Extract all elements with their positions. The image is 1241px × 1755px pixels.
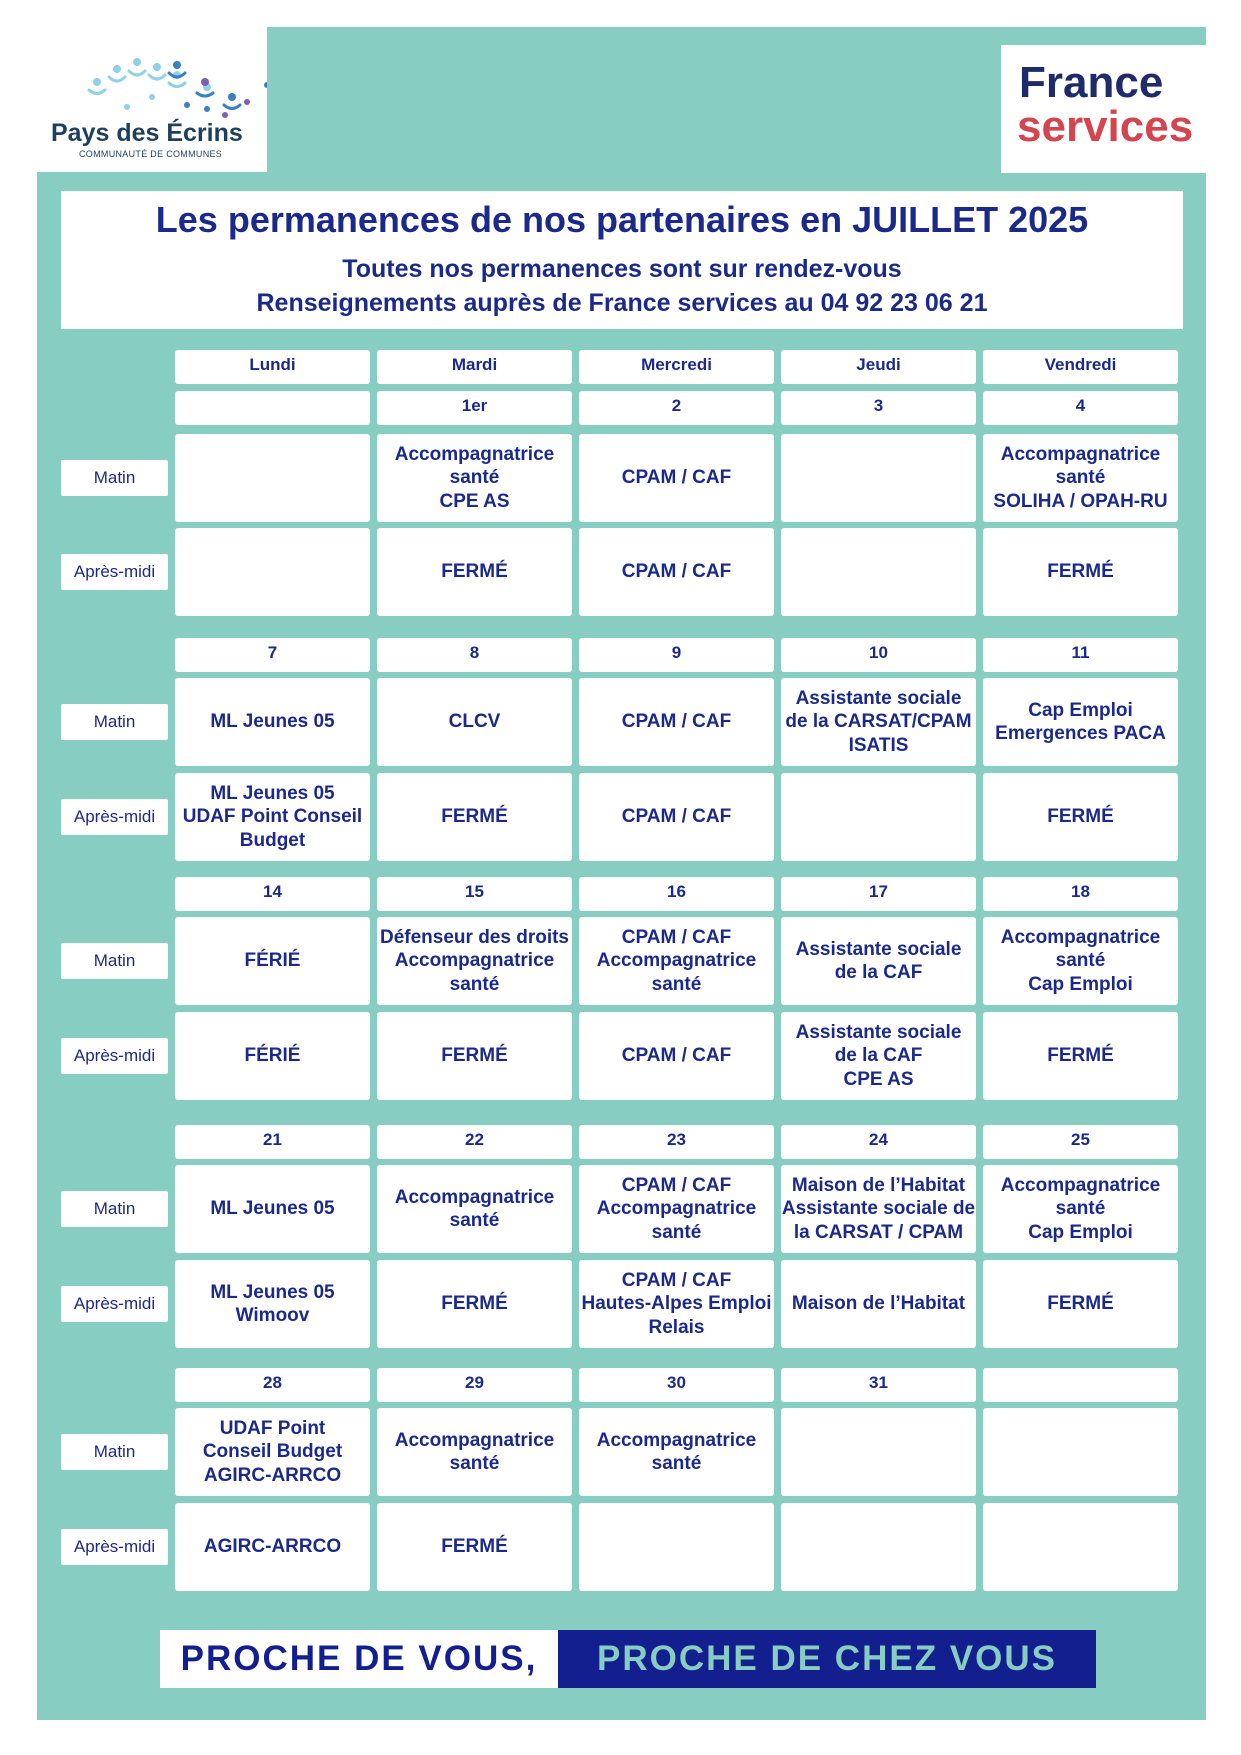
date-cell-w1-d1: 8 xyxy=(377,638,572,672)
date-cell-w1-d2: 9 xyxy=(579,638,774,672)
afternoon-slot-w1-d1-text: FERMÉ xyxy=(441,806,508,828)
morning-slot-w0-d1 xyxy=(377,434,572,522)
morning-label: Matin xyxy=(61,943,168,979)
date-cell-w3-d1: 22 xyxy=(377,1125,572,1159)
morning-slot-w3-d0 xyxy=(175,1165,370,1253)
afternoon-slot-w1-d4-text: FERMÉ xyxy=(1047,806,1114,828)
morning-slot-w3-d3-text: Maison de l’Habitat Assistante sociale de la CARSAT / CPAM xyxy=(781,1175,976,1243)
pays-des-ecrins-logo xyxy=(37,27,267,172)
afternoon-slot-w4-d0-text: AGIRC-ARRCO xyxy=(203,1536,342,1558)
afternoon-slot-w0-d0 xyxy=(175,528,370,616)
afternoon-slot-w1-d0 xyxy=(175,773,370,861)
afternoon-label: Après-midi xyxy=(61,799,168,835)
morning-slot-w0-d3 xyxy=(781,434,976,522)
afternoon-slot-w1-d4 xyxy=(983,773,1178,861)
morning-slot-w1-d1-text: CLCV xyxy=(448,711,501,733)
date-cell-w2-d1: 15 xyxy=(377,877,572,911)
afternoon-label: Après-midi xyxy=(61,554,168,590)
date-cell-w0-d4: 4 xyxy=(983,391,1178,425)
title-box xyxy=(61,191,1183,329)
morning-slot-w3-d0-text: ML Jeunes 05 xyxy=(210,1198,335,1220)
afternoon-slot-w3-d4-text: FERMÉ xyxy=(1047,1293,1114,1315)
afternoon-slot-w3-d3 xyxy=(781,1260,976,1348)
afternoon-slot-w4-d3 xyxy=(781,1503,976,1591)
morning-slot-w2-d0-text: FÉRIÉ xyxy=(244,950,301,972)
date-cell-w0-d2: 2 xyxy=(579,391,774,425)
afternoon-slot-w0-d2-text: CPAM / CAF xyxy=(621,561,732,583)
afternoon-slot-w1-d2-text: CPAM / CAF xyxy=(621,806,732,828)
afternoon-slot-w3-d2-text: CPAM / CAF Hautes-Alpes Emploi Relais xyxy=(581,1270,772,1338)
afternoon-slot-w2-d1 xyxy=(377,1012,572,1100)
morning-slot-w2-d4 xyxy=(983,917,1178,1005)
brand-line-1: France xyxy=(1019,58,1164,107)
afternoon-slot-w2-d4 xyxy=(983,1012,1178,1100)
page-title: Les permanences de nos partenaires en JUILLET 2025 xyxy=(155,199,1089,240)
afternoon-slot-w2-d2-text: CPAM / CAF xyxy=(621,1045,732,1067)
morning-label: Matin xyxy=(61,1434,168,1470)
afternoon-slot-w3-d1 xyxy=(377,1260,572,1348)
date-cell-w3-d4: 25 xyxy=(983,1125,1178,1159)
afternoon-slot-w0-d1 xyxy=(377,528,572,616)
morning-slot-w2-d1-text: Défenseur des droits Accompagnatrice santé xyxy=(380,927,569,995)
footer-right-text: PROCHE DE CHEZ VOUS xyxy=(597,1639,1057,1678)
afternoon-slot-w2-d0 xyxy=(175,1012,370,1100)
afternoon-slot-w3-d0-text: ML Jeunes 05 Wimoov xyxy=(210,1281,335,1326)
morning-slot-w0-d0 xyxy=(175,434,370,522)
date-cell-w4-d2: 30 xyxy=(579,1368,774,1402)
morning-slot-w2-d3 xyxy=(781,917,976,1005)
afternoon-slot-w3-d3-text: Maison de l’Habitat xyxy=(791,1293,966,1315)
date-cell-w1-d0: 7 xyxy=(175,638,370,672)
date-cell-w3-d0: 21 xyxy=(175,1125,370,1159)
footer-slogan-left xyxy=(160,1630,558,1688)
morning-slot-w2-d0 xyxy=(175,917,370,1005)
morning-slot-w4-d0 xyxy=(175,1408,370,1496)
morning-label: Matin xyxy=(61,460,168,496)
morning-slot-w3-d2 xyxy=(579,1165,774,1253)
date-cell-w2-d3: 17 xyxy=(781,877,976,911)
afternoon-slot-w2-d1-text: FERMÉ xyxy=(441,1045,508,1067)
morning-slot-w3-d3 xyxy=(781,1165,976,1253)
morning-slot-w2-d2 xyxy=(579,917,774,1005)
date-cell-w3-d3: 24 xyxy=(781,1125,976,1159)
afternoon-slot-w0-d3 xyxy=(781,528,976,616)
afternoon-slot-w1-d3 xyxy=(781,773,976,861)
date-cell-w3-d2: 23 xyxy=(579,1125,774,1159)
logo-name: Pays des Écrins xyxy=(51,119,243,147)
afternoon-slot-w0-d1-text: FERMÉ xyxy=(441,561,508,583)
afternoon-label: Après-midi xyxy=(61,1286,168,1322)
morning-slot-w2-d4-text: Accompagnatrice santé Cap Emploi xyxy=(1000,927,1161,995)
date-cell-w1-d3: 10 xyxy=(781,638,976,672)
morning-slot-w3-d1-text: Accompagnatrice santé xyxy=(394,1186,555,1231)
date-cell-w2-d0: 14 xyxy=(175,877,370,911)
morning-slot-w4-d1-text: Accompagnatrice santé xyxy=(394,1429,555,1474)
morning-slot-w4-d1 xyxy=(377,1408,572,1496)
afternoon-slot-w2-d0-text: FÉRIÉ xyxy=(244,1045,301,1067)
afternoon-slot-w4-d4 xyxy=(983,1503,1178,1591)
morning-slot-w4-d3 xyxy=(781,1408,976,1496)
afternoon-slot-w3-d0 xyxy=(175,1260,370,1348)
date-cell-w4-d3: 31 xyxy=(781,1368,976,1402)
morning-slot-w4-d2 xyxy=(579,1408,774,1496)
afternoon-slot-w3-d2 xyxy=(579,1260,774,1348)
afternoon-slot-w4-d1-text: FERMÉ xyxy=(441,1536,508,1558)
morning-slot-w4-d2-text: Accompagnatrice santé xyxy=(596,1429,757,1474)
afternoon-slot-w0-d4-text: FERMÉ xyxy=(1047,561,1114,583)
afternoon-slot-w2-d2 xyxy=(579,1012,774,1100)
morning-slot-w1-d0-text: ML Jeunes 05 xyxy=(210,711,335,733)
afternoon-slot-w1-d0-text: ML Jeunes 05 UDAF Point Conseil Budget xyxy=(182,783,363,851)
morning-label: Matin xyxy=(61,1191,168,1227)
date-cell-w0-d3: 3 xyxy=(781,391,976,425)
afternoon-slot-w1-d1 xyxy=(377,773,572,861)
afternoon-slot-w4-d2 xyxy=(579,1503,774,1591)
day-header-2: Mercredi xyxy=(579,350,774,384)
afternoon-slot-w4-d0 xyxy=(175,1503,370,1591)
afternoon-label: Après-midi xyxy=(61,1038,168,1074)
morning-slot-w1-d0 xyxy=(175,678,370,766)
date-cell-w1-d4: 11 xyxy=(983,638,1178,672)
morning-slot-w3-d4-text: Accompagnatrice santé Cap Emploi xyxy=(1000,1175,1161,1243)
morning-slot-w1-d4-text: Cap Emploi Emergences PACA xyxy=(995,699,1166,744)
date-cell-w0-d1: 1er xyxy=(377,391,572,425)
morning-slot-w4-d4 xyxy=(983,1408,1178,1496)
afternoon-slot-w0-d2 xyxy=(579,528,774,616)
subtitle-appointment: Toutes nos permanences sont sur rendez-vous xyxy=(342,255,902,283)
morning-slot-w0-d4 xyxy=(983,434,1178,522)
afternoon-slot-w0-d4 xyxy=(983,528,1178,616)
day-header-0: Lundi xyxy=(175,350,370,384)
day-header-1: Mardi xyxy=(377,350,572,384)
morning-slot-w1-d1 xyxy=(377,678,572,766)
morning-slot-w0-d2-text: CPAM / CAF xyxy=(621,467,732,489)
morning-slot-w2-d1 xyxy=(377,917,572,1005)
date-cell-w4-d4 xyxy=(983,1368,1178,1402)
morning-slot-w1-d3-text: Assistante sociale de la CARSAT/CPAM ISATIS xyxy=(785,688,972,756)
morning-slot-w2-d2-text: CPAM / CAF Accompagnatrice santé xyxy=(596,927,757,995)
morning-slot-w1-d4 xyxy=(983,678,1178,766)
afternoon-slot-w1-d2 xyxy=(579,773,774,861)
date-cell-w4-d0: 28 xyxy=(175,1368,370,1402)
morning-slot-w3-d1 xyxy=(377,1165,572,1253)
morning-slot-w0-d1-text: Accompagnatrice santé CPE AS xyxy=(394,444,555,512)
footer-left-text: PROCHE DE VOUS, xyxy=(180,1639,538,1678)
date-cell-w2-d4: 18 xyxy=(983,877,1178,911)
morning-slot-w1-d3 xyxy=(781,678,976,766)
morning-slot-w2-d3-text: Assistante sociale de la CAF xyxy=(795,938,962,983)
footer-slogan-right xyxy=(558,1630,1096,1688)
afternoon-slot-w2-d3-text: Assistante sociale de la CAF CPE AS xyxy=(795,1022,962,1090)
logo-subtitle: COMMUNAUTÉ DE COMMUNES xyxy=(79,149,223,159)
morning-slot-w0-d2 xyxy=(579,434,774,522)
date-cell-w0-d0 xyxy=(175,391,370,425)
afternoon-slot-w2-d4-text: FERMÉ xyxy=(1047,1045,1114,1067)
people-icon xyxy=(37,27,267,127)
afternoon-slot-w3-d1-text: FERMÉ xyxy=(441,1293,508,1315)
france-services-logo xyxy=(1001,45,1206,173)
date-cell-w4-d1: 29 xyxy=(377,1368,572,1402)
morning-label: Matin xyxy=(61,704,168,740)
afternoon-label: Après-midi xyxy=(61,1529,168,1565)
morning-slot-w1-d2-text: CPAM / CAF xyxy=(621,711,732,733)
afternoon-slot-w2-d3 xyxy=(781,1012,976,1100)
subtitle-contact: Renseignements auprès de France services au 04 92 23 06 21 xyxy=(256,289,988,317)
morning-slot-w3-d4 xyxy=(983,1165,1178,1253)
morning-slot-w3-d2-text: CPAM / CAF Accompagnatrice santé xyxy=(596,1175,757,1243)
brand-line-2: services xyxy=(1017,102,1194,151)
morning-slot-w0-d4-text: Accompagnatrice santé SOLIHA / OPAH-RU xyxy=(993,444,1168,512)
date-cell-w2-d2: 16 xyxy=(579,877,774,911)
morning-slot-w4-d0-text: UDAF Point Conseil Budget AGIRC-ARRCO xyxy=(202,1418,343,1486)
morning-slot-w1-d2 xyxy=(579,678,774,766)
day-header-4: Vendredi xyxy=(983,350,1178,384)
afternoon-slot-w3-d4 xyxy=(983,1260,1178,1348)
afternoon-slot-w4-d1 xyxy=(377,1503,572,1591)
day-header-3: Jeudi xyxy=(781,350,976,384)
